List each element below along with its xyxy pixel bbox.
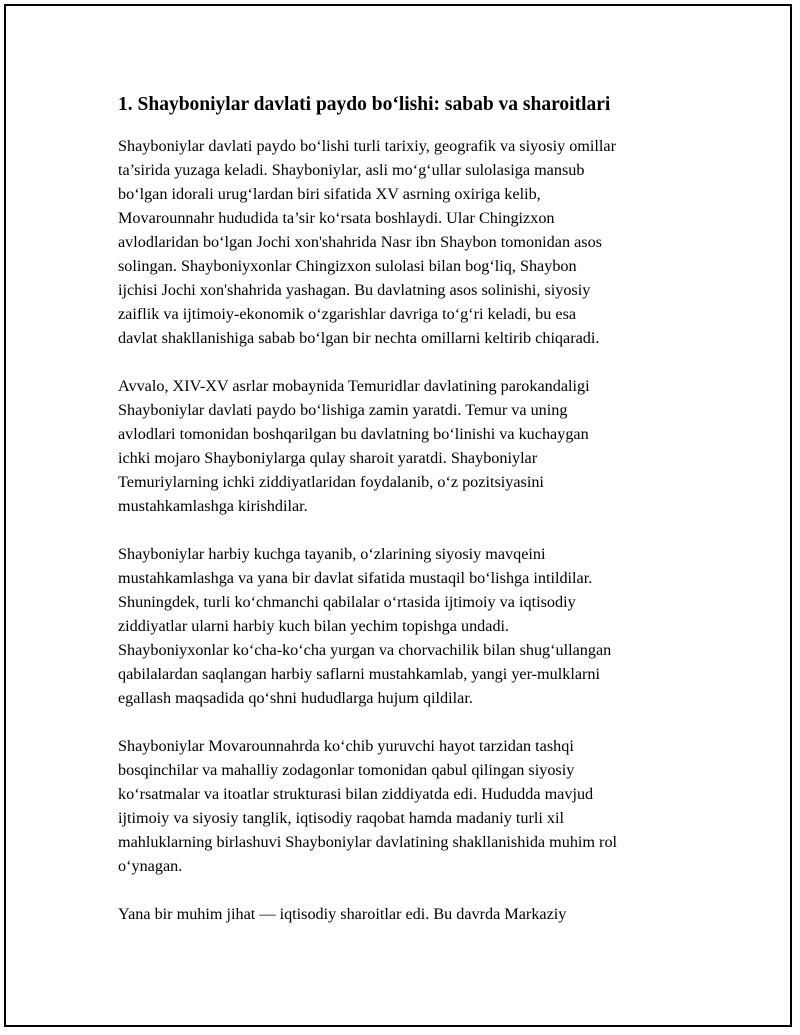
text-line: avlodlari tomonidan boshqarilgan bu davlatning bo‘linishi va kuchaygan [118, 425, 589, 443]
body-paragraph [118, 542, 690, 710]
document-body [118, 92, 690, 950]
text-line: ziddiyatlar ularni harbiy kuch bilan yechim topishga undadi. [118, 617, 510, 635]
text-line: Movarounnahr hududida ta’sir ko‘rsata boshlaydi. Ular Chingizxon [118, 209, 555, 227]
text-line: Shayboniyxonlar ko‘cha-ko‘cha yurgan va chorvachilik bilan shug‘ullangan [118, 641, 612, 659]
body-paragraph [118, 734, 690, 878]
text-line: Shuningdek, turli ko‘chmanchi qabilalar o‘rtasida ijtimoiy va iqtisodiy [118, 593, 576, 611]
text-line: egallash maqsadida qo‘shni hududlarga hujum qildilar. [118, 689, 473, 707]
text-line: o‘ynagan. [118, 857, 183, 875]
text-line: davlat shakllanishiga sabab bo‘lgan bir nechta omillarni keltirib chiqaradi. [118, 329, 600, 347]
body-paragraph [118, 134, 690, 350]
text-line: qabilalardan saqlangan harbiy saflarni mustahkamlab, yangi yer-mulklarni [118, 665, 600, 683]
text-line: solingan. Shayboniyxonlar Chingizxon sulolasi bilan bog‘liq, Shaybon [118, 257, 577, 275]
text-line: Yana bir muhim jihat — iqtisodiy sharoitlar edi. Bu davrda Markaziy [118, 905, 567, 923]
text-line: mustahkamlashga kirishdilar. [118, 497, 308, 515]
text-line: zaiflik va ijtimoiy-ekonomik o‘zgarishlar davriga to‘g‘ri keladi, bu esa [118, 305, 577, 323]
body-paragraph [118, 374, 690, 518]
section-heading: 1. Shayboniylar davlati paydo bo‘lishi: sabab va sharoitlari [118, 94, 611, 115]
text-line: ijtimoiy va siyosiy tanglik, iqtisodiy raqobat hamda madaniy turli xil [118, 809, 565, 827]
text-line: bo‘lgan idorali urug‘lardan biri sifatida XV asrning oxiriga kelib, [118, 185, 541, 203]
text-line: ta’sirida yuzaga keladi. Shayboniylar, asli mo‘g‘ullar sulolasiga mansub [118, 161, 585, 179]
text-line: mahluklarning birlashuvi Shayboniylar davlatining shakllanishida muhim rol [118, 833, 618, 851]
text-line: Shayboniylar davlati paydo bo‘lishi turli tarixiy, geografik va siyosiy omillar [118, 137, 616, 155]
text-line: Shayboniylar harbiy kuchga tayanib, o‘zlarining siyosiy mavqeini [118, 545, 546, 563]
text-line: Shayboniylar davlati paydo bo‘lishiga zamin yaratdi. Temur va uning [118, 401, 568, 419]
text-line: Temuriylarning ichki ziddiyatlaridan foydalanib, o‘z pozitsiyasini [118, 473, 544, 491]
paragraph-list [118, 134, 690, 926]
body-paragraph [118, 902, 690, 926]
text-line: Shayboniylar Movarounnahrda ko‘chib yuruvchi hayot tarzidan tashqi [118, 737, 574, 755]
text-line: ichki mojaro Shayboniylarga qulay sharoit yaratdi. Shayboniylar [118, 449, 538, 467]
text-line: ijchisi Jochi xon'shahrida yashagan. Bu davlatning asos solinishi, siyosiy [118, 281, 591, 299]
text-line: mustahkamlashga va yana bir davlat sifatida mustaqil bo‘lishga intildilar. [118, 569, 593, 587]
text-line: avlodlaridan bo‘lgan Jochi xon'shahrida Nasr ibn Shaybon tomonidan asos [118, 233, 602, 251]
text-line: Avvalo, XIV-XV asrlar mobaynida Temuridlar davlatining parokandaligi [118, 377, 590, 395]
text-line: ko‘rsatmalar va itoatlar strukturasi bilan ziddiyatda edi. Hududda mavjud [118, 785, 594, 803]
text-line: bosqinchilar va mahalliy zodagonlar tomonidan qabul qilingan siyosiy [118, 761, 575, 779]
